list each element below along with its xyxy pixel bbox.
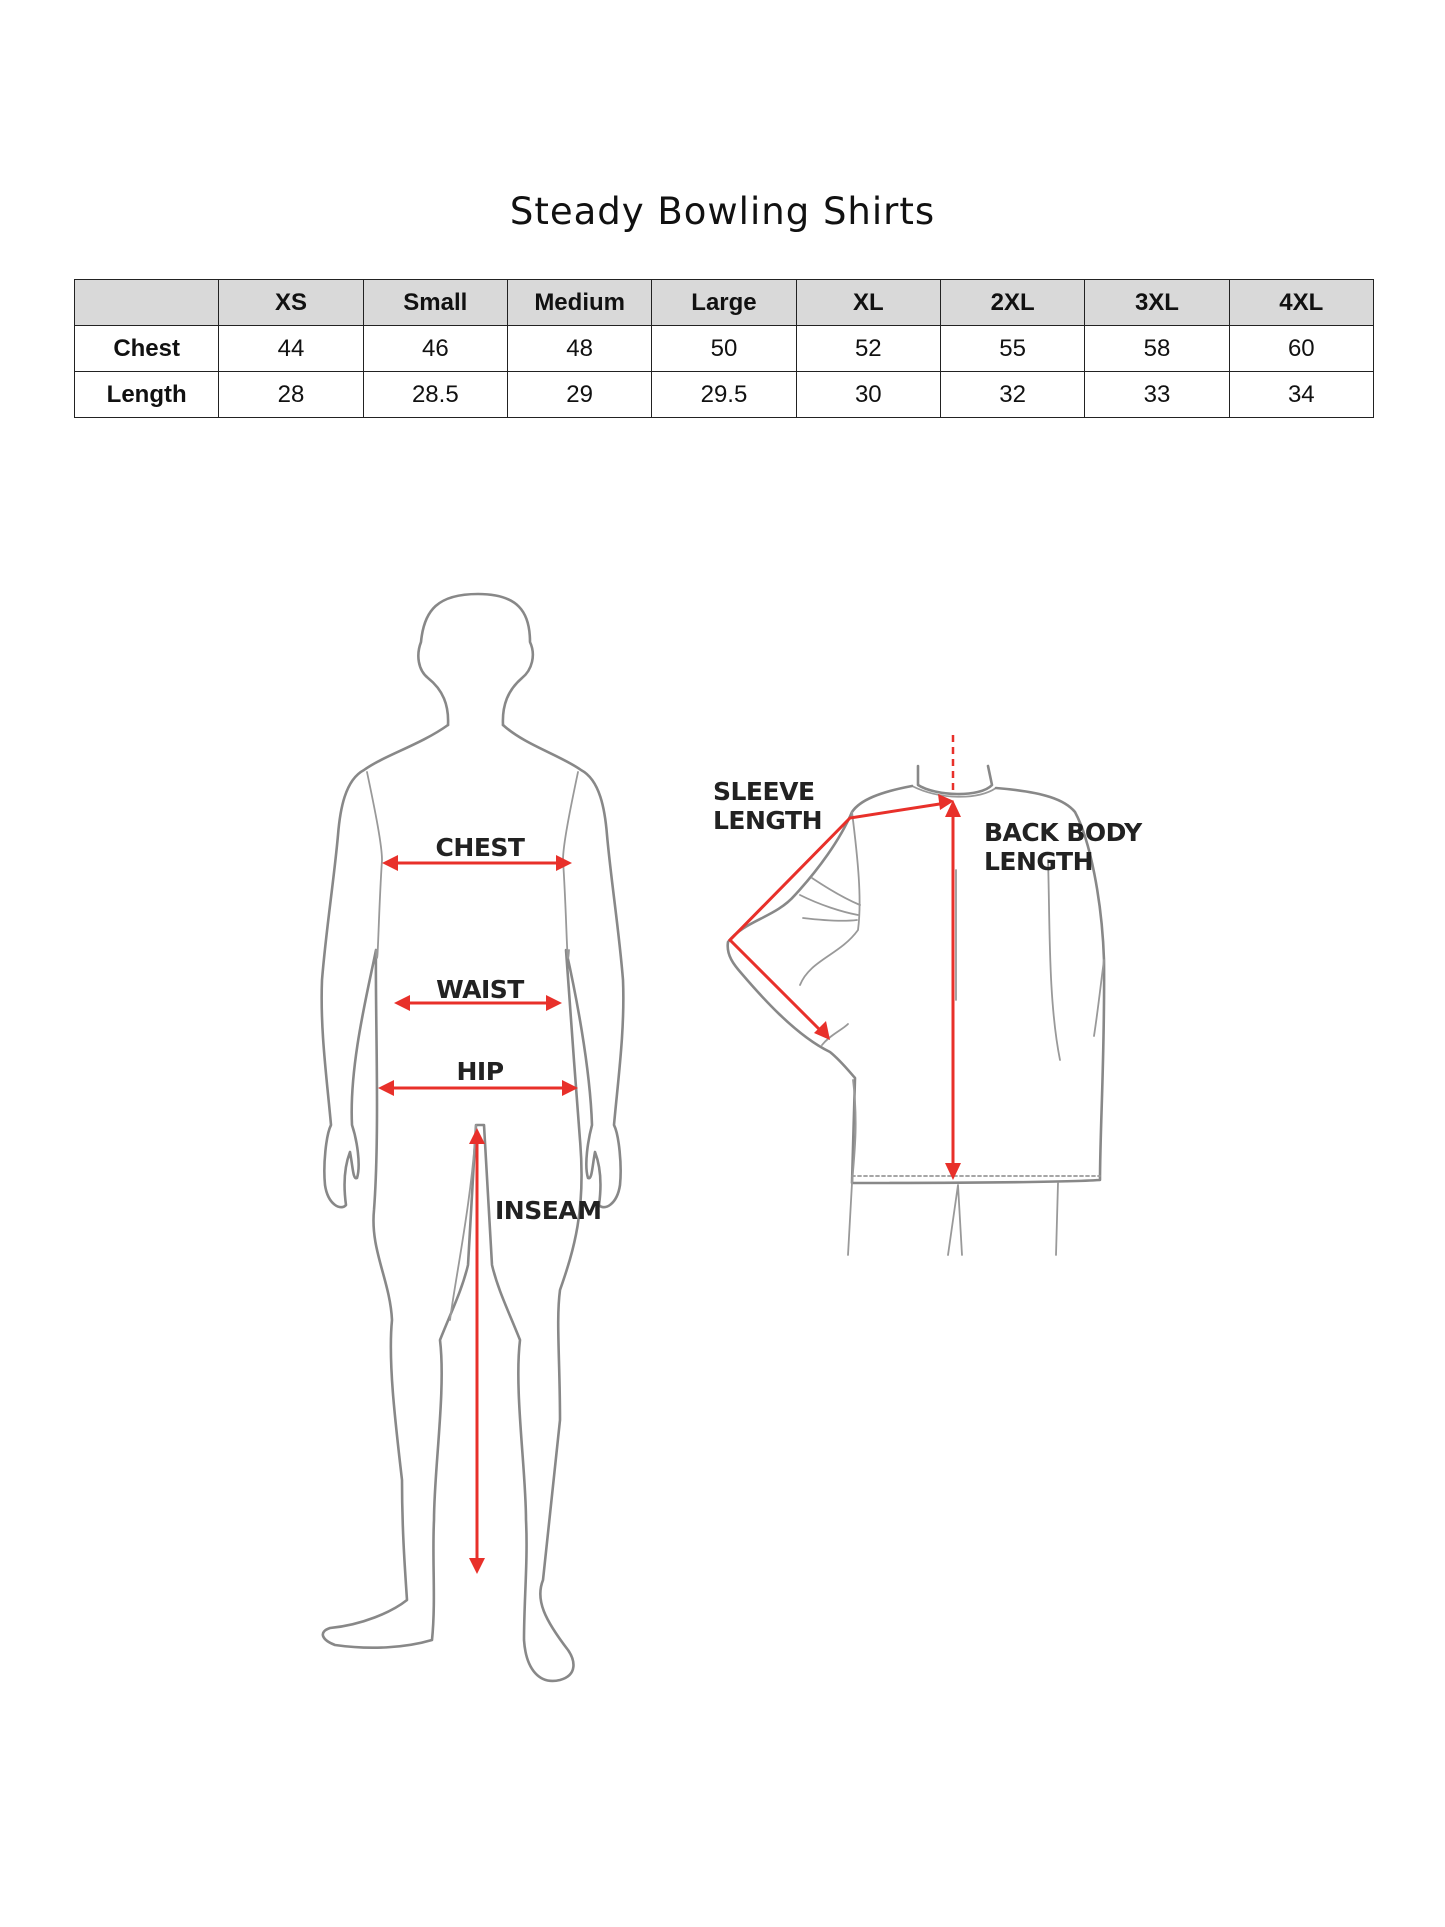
chest-arrow-head-left	[382, 855, 398, 871]
back-body-label-line1: BACK BODY	[984, 818, 1142, 847]
size-header-xs: XS	[219, 280, 363, 326]
size-header-xl: XL	[796, 280, 940, 326]
size-header-medium: Medium	[507, 280, 651, 326]
chest-label: CHEST	[435, 833, 525, 862]
left-inner-arm	[367, 772, 382, 958]
row-label-length: Length	[75, 372, 219, 418]
inseam-arrow-head-top	[469, 1128, 485, 1144]
hip-arrow-head-left	[378, 1080, 394, 1096]
inner-leg-line	[450, 1125, 476, 1320]
table-cell: 29	[507, 372, 651, 418]
sleeve-label-line2: LENGTH	[713, 806, 822, 835]
table-cell: 32	[940, 372, 1084, 418]
size-header-2xl: 2XL	[940, 280, 1084, 326]
sleeve-fold-2	[800, 895, 858, 915]
table-cell: 52	[796, 326, 940, 372]
back-body-label-line2: LENGTH	[984, 847, 1093, 876]
sleeve-fold-1	[812, 878, 860, 905]
table-cell: 29.5	[652, 372, 796, 418]
table-cell: 58	[1085, 326, 1229, 372]
page-title: Steady Bowling Shirts	[509, 190, 936, 233]
table-cell: 33	[1085, 372, 1229, 418]
table-cell: 50	[652, 326, 796, 372]
waist-arrow-head-left	[394, 995, 410, 1011]
pants-outline	[848, 1183, 1058, 1255]
table-cell: 28	[219, 372, 363, 418]
head-outline	[418, 594, 532, 725]
size-header-3xl: 3XL	[1085, 280, 1229, 326]
table-cell: 28.5	[363, 372, 507, 418]
table-cell: 34	[1229, 372, 1373, 418]
waist-label: WAIST	[436, 975, 524, 1004]
size-header-small: Small	[363, 280, 507, 326]
size-header-large: Large	[652, 280, 796, 326]
table-cell: 30	[796, 372, 940, 418]
waist-arrow-head-right	[546, 995, 562, 1011]
table-cell: 48	[507, 326, 651, 372]
hip-label: HIP	[456, 1057, 504, 1086]
table-cell: 60	[1229, 326, 1373, 372]
inseam-label: INSEAM	[495, 1196, 602, 1225]
table-cell: 44	[219, 326, 363, 372]
sleeve-fold-3	[803, 918, 857, 921]
sleeve-label-line1: SLEEVE	[713, 777, 815, 806]
shirt-right-arm-line	[1048, 860, 1104, 1060]
row-label-chest: Chest	[75, 326, 219, 372]
size-header-4xl: 4XL	[1229, 280, 1373, 326]
back-arrow-head-bottom	[945, 1163, 961, 1180]
collar-outline	[918, 766, 992, 794]
inseam-arrow-head-bottom	[469, 1558, 485, 1574]
sleeve-arrow-head-bottom	[814, 1021, 830, 1040]
table-cell: 55	[940, 326, 1084, 372]
table-cell: 46	[363, 326, 507, 372]
